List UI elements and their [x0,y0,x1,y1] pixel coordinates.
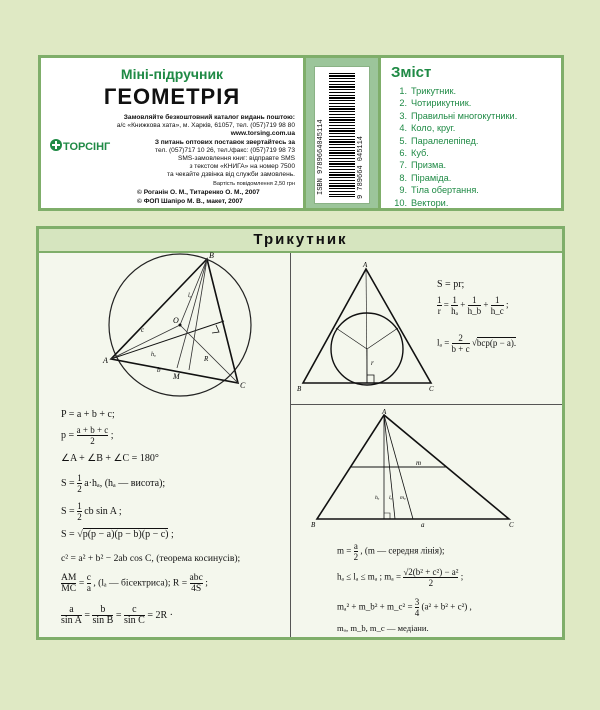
label-ha: hₐ [151,352,156,358]
contents-item-label: Трикутник. [411,86,457,96]
publisher-info-line: Вартість повідомлення 2,50 грн [213,180,295,187]
formula-median-sum [337,597,472,618]
formula-cosine-law: c² = a² + b² − 2ab cos C, (теорема косинусів); [61,553,241,564]
formula-part: a [86,583,91,594]
barcode-number: 9 789664 045114 [357,135,365,199]
formula-part: m = [337,545,352,556]
label-r: r [371,359,374,367]
contents-item-label: Паралелепіпед. [411,135,479,146]
label-la: lₐ [188,293,192,299]
contents-item-label: Тіла обертання. [411,185,479,196]
formula-inradius-heights: $\frac{1}{r}$ = $\frac{1}{\text{hₐ}}$ + $\frac{1}{h\_b}$ + $\frac{1}{h\_c}$ ; [437,295,509,316]
formula-part: = [78,577,85,589]
section-title: Трикутник [39,229,562,253]
formula-perimeter: P = a + b + c; [61,409,115,420]
formula-part: c [124,605,145,616]
contents-item [393,197,517,209]
formula-part: hₐ ≤ lₐ ≤ mₐ ; mₐ = [337,571,402,582]
formula-part: sin A [61,615,82,626]
contents-title: Зміст [391,64,432,81]
formula-medians-note: mₐ, m_b, m_c — медіани. [337,623,429,633]
formula-part: S = [61,477,75,489]
cover-card [38,55,306,211]
formula-part: S = [61,505,75,517]
formula-part: 1 [77,501,82,511]
formula-part: (a² + b² + c²) , [421,601,472,612]
isbn-label: ISBN 9789664045114 [317,119,325,195]
formula-part: = 2R · [147,609,173,621]
formula-part: c [86,572,91,583]
publisher-info-line: а/с «Книжкова хата», м. Харків, 61057, тел. (057)719 98 80 [116,122,295,130]
label-C: C [429,385,434,393]
formula-part: S = [61,529,75,540]
label-la: lₐ [389,495,393,501]
formula-part: ; [505,299,509,310]
barcode-strip [306,55,378,211]
formula-part: bcp(p − a). [476,337,517,348]
label-a: a [421,521,425,529]
contents-item-label: Куб. [411,148,429,159]
contents-item-number: 3. [399,110,407,121]
book-title: ГЕОМЕТРІЯ [103,84,241,109]
label-m: m [416,459,422,467]
formula-bisector [61,573,208,594]
formula-bisector-length: lₐ = $\frac{2}{b + c}$ √bcp(p − a). [437,333,517,354]
label-A: A [382,408,387,416]
formula-part: h_c [490,306,504,316]
formula-part: 1 [468,295,482,306]
contents-item-number: 4. [399,123,407,134]
publisher-info [105,114,295,188]
formula-part: sin B [92,615,114,626]
contents-item-label: Піраміда. [411,172,452,183]
logo-text: ТОРСІНГ [63,141,111,153]
divider-vertical [290,253,291,637]
contents-item-number: 1. [399,86,407,96]
publisher-info-line: з текстом «КНИГА» на номер 7500 [189,163,295,171]
formula-part: 4S [191,583,202,594]
formula-part: a [61,605,82,616]
label-c: c [141,326,145,334]
formula-part: 3 [414,597,420,607]
series-title: Міні-підручник [120,66,224,82]
incircle-diagram [297,257,437,397]
publisher-info-line: Замовляйте безкоштовний каталог видань поштою: [123,114,295,121]
formula-part: R = [172,577,188,589]
formula-part: 2 [90,436,95,446]
barcode-bars [329,73,355,197]
formula-part: p(p − a)(p − b)(p − c) [82,529,169,540]
formula-part: AM [61,572,77,583]
formula-part: 1 [452,295,457,305]
contents-item-number: 2. [399,98,407,109]
circumcircle-diagram [69,251,269,405]
contents-item [393,147,517,159]
formula-part: ; [170,529,174,540]
copyright [137,188,260,206]
label-ha: hₐ [375,495,380,501]
formula-part: 1 [491,295,504,306]
formula-part: abc [189,572,203,583]
label-B: B [311,521,316,529]
formula-part: a [353,541,358,551]
contents-item [393,110,517,122]
formula-part: sin C [123,615,145,626]
formula-part: r [437,306,441,316]
formula-part: 2 [428,578,434,588]
label-C: C [509,521,514,529]
formula-part: 4 [414,608,420,618]
formula-area-sine [61,501,122,522]
barcode [314,66,370,204]
divider-horizontal [291,404,562,405]
publisher-info-line: та чекайте дзвінка від служби замовлень. [167,171,295,179]
formula-part: 2 [452,333,470,344]
contents-item-number: 5. [399,135,407,146]
publisher-info-line: SMS-замовлення книг: відправте SMS [177,155,295,163]
copyright-line: © Роганін О. М., Титаренко О. М., 2007 [137,189,260,196]
contents-item-number: 6. [399,148,407,159]
formula-part: ; [110,429,114,441]
contents-item [393,159,517,171]
formula-part: 2 [77,484,82,494]
formula-part: 1 [437,295,442,305]
contents-item [393,97,517,109]
contents-item-label: Призма. [411,160,447,171]
formula-part: p = [61,429,75,441]
formula-part: 2 [77,512,82,522]
contents-item [393,85,517,97]
contents-item [393,172,517,184]
formula-part: 1 [77,473,82,483]
contents-list [393,85,517,209]
contents-item [393,122,517,134]
formula-area-height [61,473,165,494]
publisher-logo [49,132,111,158]
label-A: A [363,261,368,269]
formula-part: a + b + c [76,425,109,435]
contents-item-number: 8. [399,172,407,183]
formula-part: √2(b² + c²) − a² [403,567,459,577]
contents-item [393,184,517,196]
label-A: A [103,356,108,365]
formula-sine-law: $\frac{a}{\text{sin A}}$ = $\frac{b}{\text{sin B}}$ = $\frac{c}{\text{sin C}}$ = 2R · [61,604,173,626]
publisher-info-line: www.torsing.com.ua [230,130,295,138]
formula-semiperimeter [61,425,114,446]
contents-item [393,135,517,147]
contents-item-number: 10. [394,197,407,208]
label-M: M [173,372,180,381]
formula-median [337,567,463,588]
label-b: b [157,366,161,374]
label-O: O [173,316,179,325]
formula-area-inradius: S = pr; [437,279,465,290]
formula-part: a·hₐ, (hₐ — висота); [84,477,166,489]
contents-item-label: Правильні многокутники. [411,110,518,121]
triangle-card [36,226,565,640]
formula-part: , (lₐ — бісектриса); [93,577,171,589]
formula-angles: ∠A + ∠B + ∠C = 180° [61,453,159,464]
label-B: B [209,251,214,260]
formula-part: cb sin A ; [84,505,122,517]
formula-midline [337,541,445,562]
copyright-line: © ФОП Шапіро М. В., макет, 2007 [137,198,243,205]
formula-part: ; [205,577,208,589]
formula-part: lₐ = [437,337,450,348]
formula-part: mₐ² + m_b² + m_c² = [337,601,413,612]
median-diagram [309,409,529,529]
formula-part: h_b [467,306,482,316]
formula-heron: S = √p(p − a)(p − b)(p − c) ; [61,529,174,540]
contents-item-label: Коло, круг. [411,123,456,134]
contents-item-number: 7. [399,160,407,171]
contents-card [378,55,564,211]
contents-item-label: Вектори. [411,197,449,208]
formula-part: b [92,605,113,616]
formula-part: MC [61,583,77,594]
contents-item-label: Чотирикутник. [411,98,472,109]
label-ma: mₐ [400,495,406,501]
label-C: C [240,381,246,390]
formula-part: , (m — середня лінія); [360,545,445,556]
formula-part: hₐ [451,306,459,316]
formula-part: ; [460,571,464,582]
publisher-info-line: тел. (057)717 10 26, тел./факс: (057)719 98 73 [155,146,295,154]
label-B: B [297,385,302,393]
formula-part: 2 [353,552,359,562]
label-R: R [204,355,209,363]
formula-part: b + c [451,344,470,354]
contents-item-number: 9. [399,185,407,196]
publisher-info-line: З питань оптових поставок звертайтесь за [154,138,295,146]
